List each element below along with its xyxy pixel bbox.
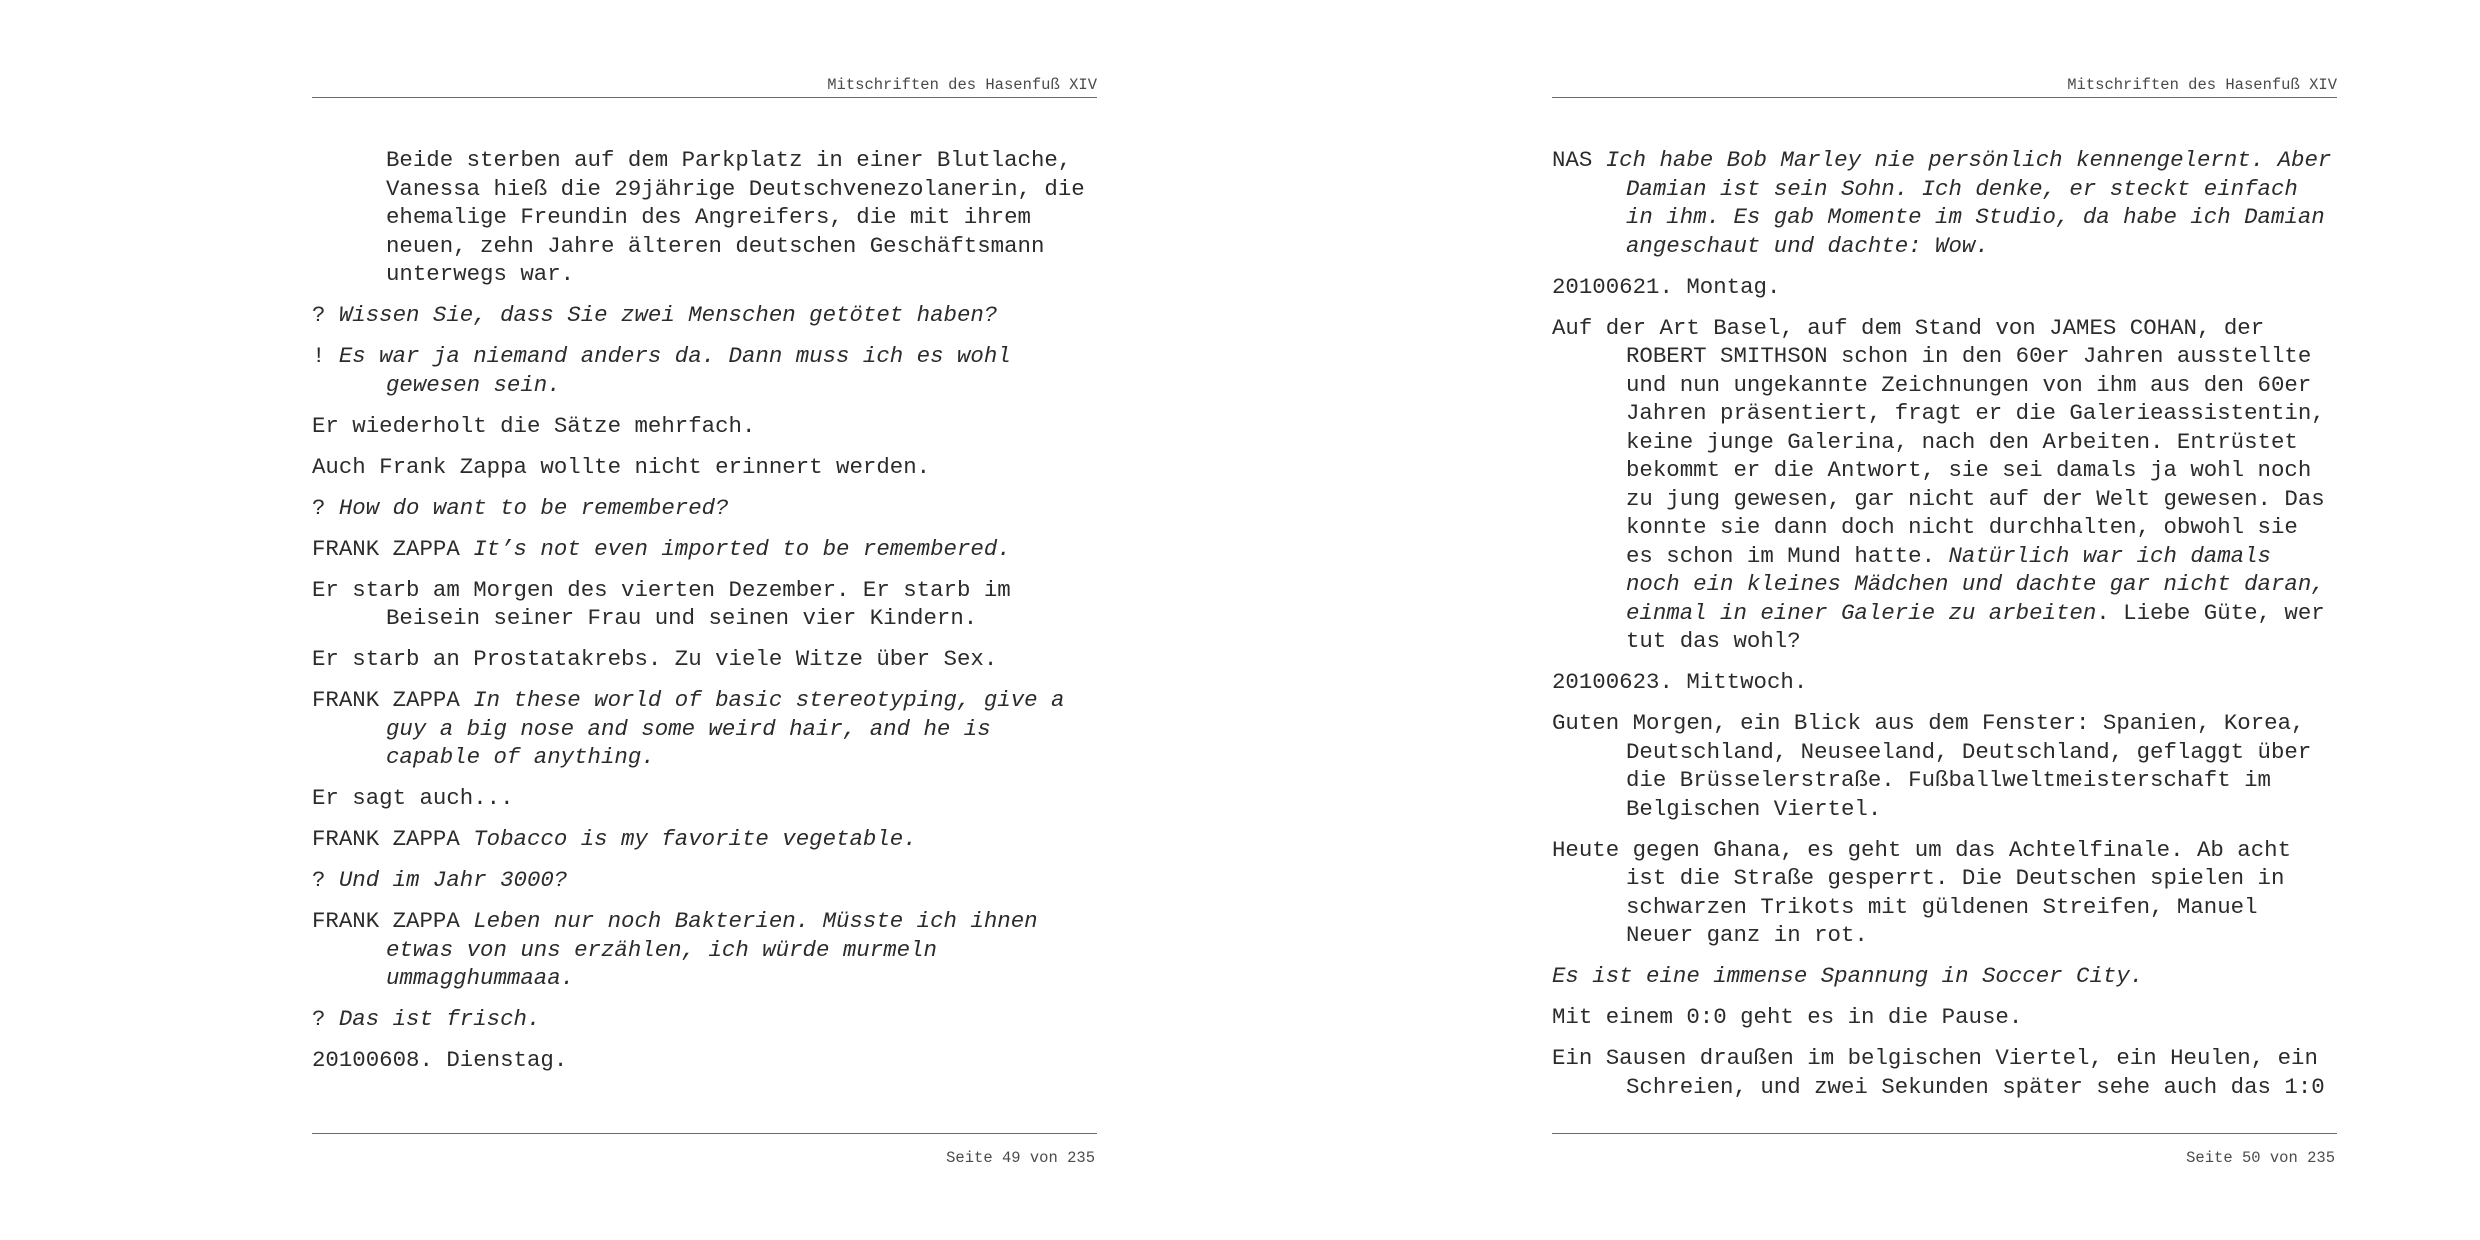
folio-total: 235: [1067, 1149, 1095, 1167]
paragraph: [312, 453, 1097, 482]
paragraph: [312, 576, 1097, 633]
text-run: ?: [312, 867, 339, 893]
page-body: [312, 146, 1097, 1087]
paragraph: [312, 494, 1097, 523]
paragraph: [312, 1046, 1097, 1075]
text-run: Auf der Art Basel, auf dem Stand von JAMES COHAN, der ROBERT SMITHSON schon in den 60er Jahren ausstellte und nun ungekannte Zeichnungen von ihm aus den 60er Jahren präsentiert, fragt er die Galerieassistentin, keine junge Galerina, nach den Arbeiten. Entrüstet bekommt er die Antwort, sie sei damals ja wohl noch zu jung gewesen, gar nicht auf der Welt gewesen. Das konnte sie dann doch nicht durchhalten, obwohl sie es schon im Mund hatte.: [1552, 314, 2339, 569]
italic-text: In these world of basic stereotyping, give a guy a big nose and some weird hair, and he is capable of anything.: [386, 687, 1078, 770]
paragraph: [312, 784, 1097, 813]
text-run: 20100623. Mittwoch.: [1552, 669, 1808, 695]
text-run: . Liebe Güte, wer tut das wohl?: [1626, 599, 2339, 654]
folio-total: 235: [2307, 1149, 2335, 1167]
paragraph: [1552, 1003, 2337, 1032]
paragraph: [312, 301, 1097, 330]
italic-text: It’s not even imported to be remembered.: [473, 535, 1011, 562]
text-run: ?: [312, 494, 339, 521]
text-run: Auch Frank Zappa wollte nicht erinnert werden.: [312, 453, 931, 480]
paragraph: [1552, 836, 2337, 950]
italic-text: Leben nur noch Bakterien. Müsste ich ihnen etwas von uns erzählen, ich würde murmeln ummagghummaaa.: [386, 908, 1052, 991]
footer-rule: [312, 1133, 1097, 1134]
text-run: Guten Morgen, ein Blick aus dem Fenster: Spanien, Korea, Deutschland, Neuseeland, Deutschland, geflaggt über die Brüsselerstraße. Fußballweltmeisterschaft im Belgischen Viertel.: [1552, 710, 2325, 822]
text-run: Beide sterben auf dem Parkplatz in einer Blutlache, Vanessa hieß die 29jährige Deutschvenezolanerin, die ehemalige Freundin des Angreifers, die mit ihrem neuen, zehn Jahre älteren deutschen Geschäftsmann unterwegs war.: [386, 147, 1099, 287]
text-run: FRANK ZAPPA: [312, 687, 474, 713]
italic-text: Es war ja niemand anders da. Dann muss ich es wohl gewesen sein.: [338, 343, 1025, 398]
italic-text: Wissen Sie, dass Sie zwei Menschen getötet haben?: [338, 302, 998, 328]
text-run: ?: [312, 302, 339, 328]
text-run: FRANK ZAPPA: [312, 826, 474, 852]
paragraph: [1552, 273, 2337, 302]
text-run: Er wiederholt die Sätze mehrfach.: [312, 412, 756, 439]
folio-label: Seite: [2186, 1149, 2233, 1167]
footer-rule: [1552, 1133, 2337, 1134]
paragraph: [312, 146, 1097, 289]
text-run: FRANK ZAPPA: [312, 535, 474, 562]
text-run: Er starb am Morgen des vierten Dezember. Er starb im Beisein seiner Frau und seinen vier Kindern.: [312, 576, 1025, 631]
page-number: [1552, 1149, 2335, 1167]
text-run: Ein Sausen draußen im belgischen Viertel, ein Heulen, ein Schreien, und zwei Sekunden später sehe auch das 1:0: [1552, 1045, 2332, 1100]
text-run: NAS: [1552, 147, 1606, 173]
italic-text: Das ist frisch.: [338, 1006, 541, 1032]
header-rule: [312, 97, 1097, 98]
text-run: 20100621. Montag.: [1552, 273, 1781, 300]
paragraph: [312, 342, 1097, 399]
text-run: !: [312, 343, 339, 369]
paragraph: [312, 412, 1097, 441]
text-run: ?: [312, 1006, 339, 1032]
folio-label: Seite: [946, 1149, 993, 1167]
italic-text: Ich habe Bob Marley nie persönlich kennengelernt. Aber Damian ist sein Sohn. Ich denke, er steckt einfach in ihm. Es gab Momente im Studio, da habe ich Damian angeschaut und dachte: Wow.: [1605, 147, 2345, 259]
paragraph: [312, 907, 1097, 993]
paragraph: [1552, 1044, 2337, 1101]
italic-text: How do want to be remembered?: [338, 494, 729, 521]
paragraph: [312, 866, 1097, 895]
left-page: [312, 0, 1097, 1240]
text-run: Er starb an Prostatakrebs. Zu viele Witze über Sex.: [312, 646, 998, 672]
text-run: Heute gegen Ghana, es geht um das Achtelfinale. Ab acht ist die Straße gesperrt. Die Deutschen spielen in schwarzen Trikots mit güldenen Streifen, Manuel Neuer ganz in rot.: [1552, 836, 2305, 948]
text-run: FRANK ZAPPA: [312, 908, 474, 934]
paragraph: [312, 645, 1097, 674]
running-head: Mitschriften des Hasenfuß XIV: [827, 76, 1097, 94]
paragraph: [312, 1005, 1097, 1034]
page-number: [312, 1149, 1095, 1167]
paragraph: [1552, 709, 2337, 823]
running-head: Mitschriften des Hasenfuß XIV: [2067, 76, 2337, 94]
italic-text: Natürlich war ich damals noch ein kleines Mädchen und dachte gar nicht daran, einmal in einer Galerie zu arbeiten: [1626, 542, 2339, 626]
paragraph: [312, 535, 1097, 564]
page-body: [1552, 146, 2345, 1114]
italic-text: Und im Jahr 3000?: [338, 867, 568, 893]
paragraph: [312, 825, 1097, 854]
text-run: Er sagt auch...: [312, 785, 514, 811]
paragraph: [312, 686, 1097, 772]
folio-number: 49: [1001, 1149, 1021, 1167]
text-run: 20100608. Dienstag.: [312, 1047, 568, 1073]
right-page: [1552, 0, 2345, 1240]
folio-of-label: von: [2269, 1149, 2298, 1167]
italic-text: Es ist eine immense Spannung in Soccer City.: [1552, 963, 2144, 989]
paragraph: [1552, 146, 2345, 260]
paragraph: [1552, 962, 2337, 991]
text-run: Mit einem 0:0 geht es in die Pause.: [1552, 1004, 2023, 1030]
header-rule: [1552, 97, 2337, 98]
paragraph: [1552, 314, 2337, 656]
paragraph: [1552, 668, 2337, 697]
folio-of-label: von: [1029, 1149, 1058, 1167]
folio-number: 50: [2241, 1149, 2261, 1167]
italic-text: Tobacco is my favorite vegetable.: [473, 826, 917, 852]
